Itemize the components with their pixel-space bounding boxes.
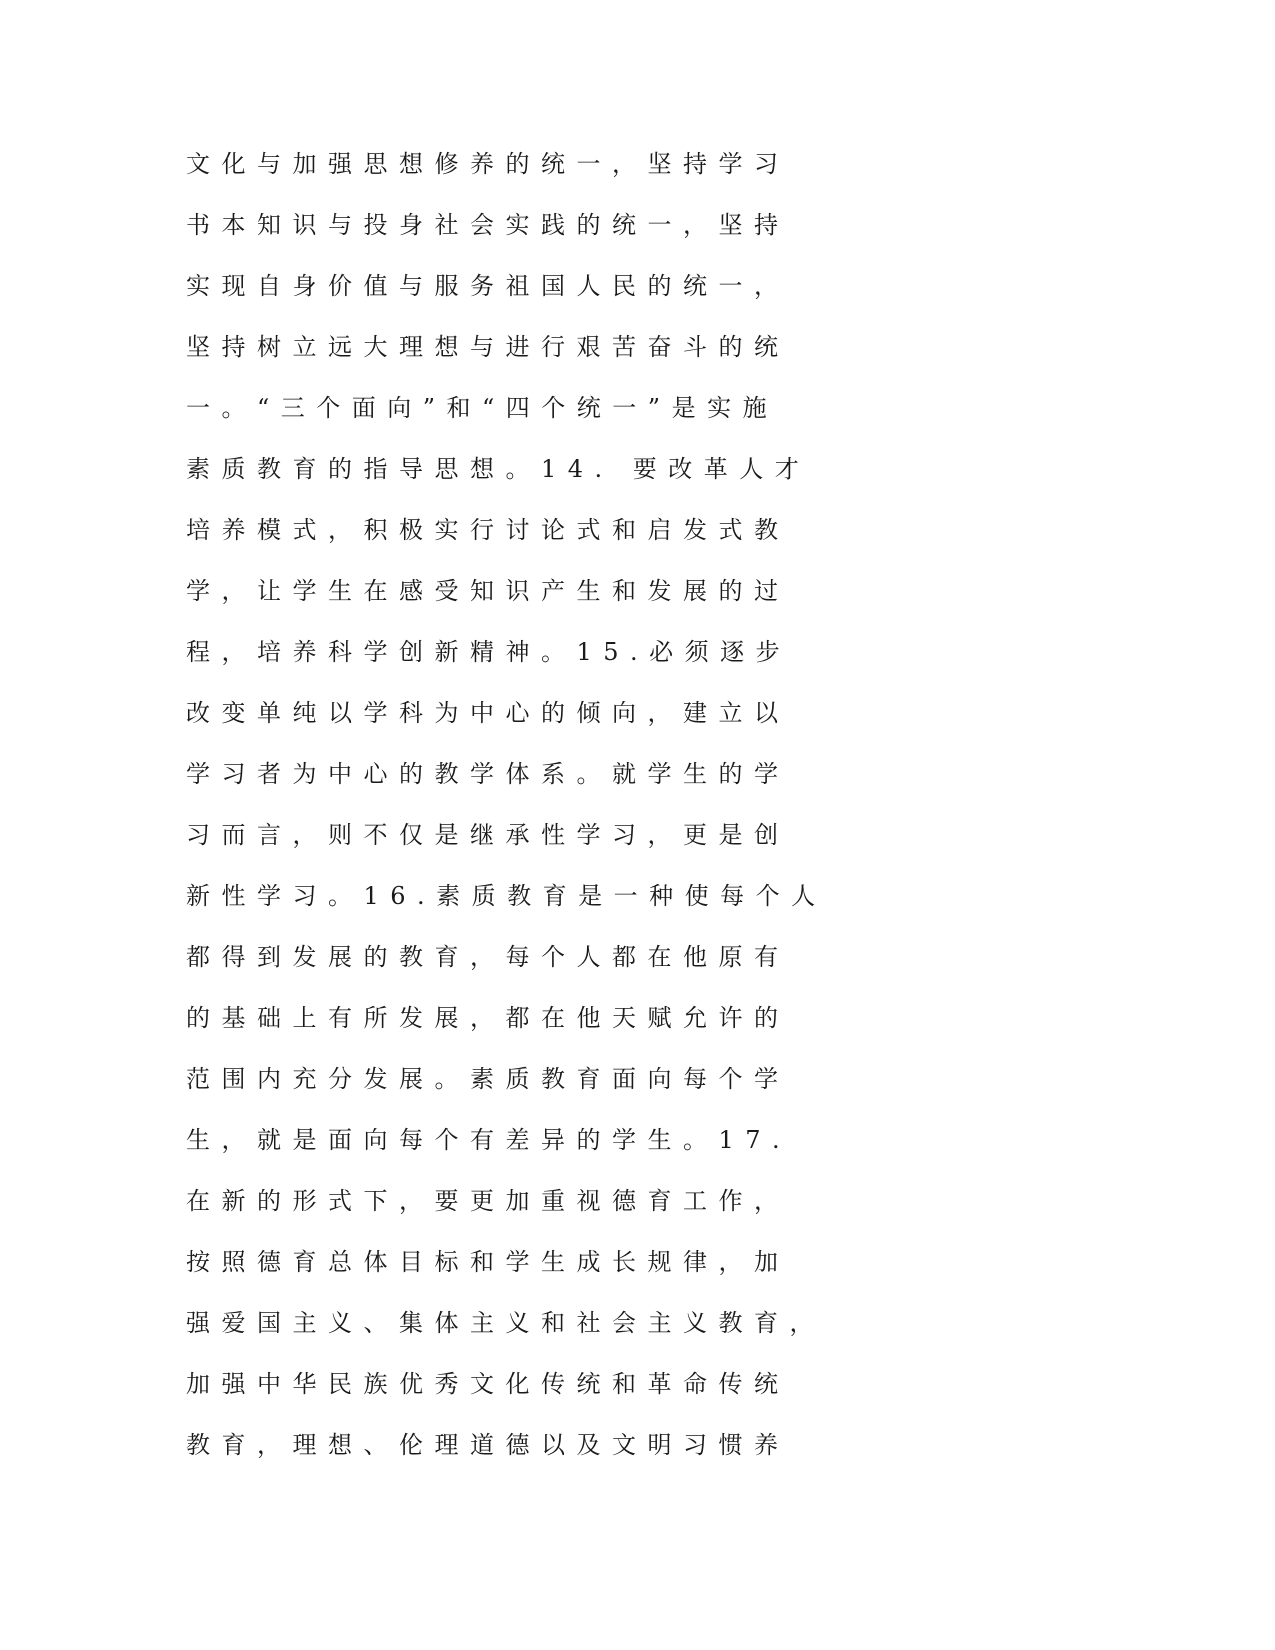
text-line: 文化与加强思想修养的统一，坚持学习 xyxy=(186,150,790,178)
text-line: 都得到发展的教育，每个人都在他原有 xyxy=(186,943,790,971)
text-line: 范围内充分发展。素质教育面向每个学 xyxy=(186,1065,790,1093)
text-line: 按照德育总体目标和学生成长规律，加 xyxy=(186,1248,790,1276)
text-line: 加强中华民族优秀文化传统和革命传统 xyxy=(186,1370,790,1398)
text-line: 强爱国主义、集体主义和社会主义教育， xyxy=(186,1309,825,1337)
text-line: 改变单纯以学科为中心的倾向，建立以 xyxy=(186,699,790,727)
text-line: 书本知识与投身社会实践的统一，坚持 xyxy=(186,211,790,239)
text-line: 培养模式，积极实行讨论式和启发式教 xyxy=(186,516,790,544)
text-line: 的基础上有所发展，都在他天赋允许的 xyxy=(186,1004,790,1032)
text-line: 学，让学生在感受知识产生和发展的过 xyxy=(186,577,790,605)
text-line: 生，就是面向每个有差异的学生。17. xyxy=(186,1126,792,1154)
text-line: 新性学习。16.素质教育是一种使每个人 xyxy=(186,882,827,910)
text-line: 学习者为中心的教学体系。就学生的学 xyxy=(186,760,790,788)
text-line: 一。“三个面向”和“四个统一”是实施 xyxy=(186,394,779,422)
text-line: 程，培养科学创新精神。15.必须逐步 xyxy=(186,638,792,666)
text-line: 习而言，则不仅是继承性学习，更是创 xyxy=(186,821,790,849)
text-line: 坚持树立远大理想与进行艰苦奋斗的统 xyxy=(186,333,790,361)
text-line: 素质教育的指导思想。14. 要改革人才 xyxy=(186,455,811,483)
text-line: 在新的形式下，要更加重视德育工作， xyxy=(186,1187,790,1215)
text-line: 教育，理想、伦理道德以及文明习惯养 xyxy=(186,1431,790,1459)
text-line: 实现自身价值与服务祖国人民的统一， xyxy=(186,272,790,300)
body-text xyxy=(186,142,866,1484)
